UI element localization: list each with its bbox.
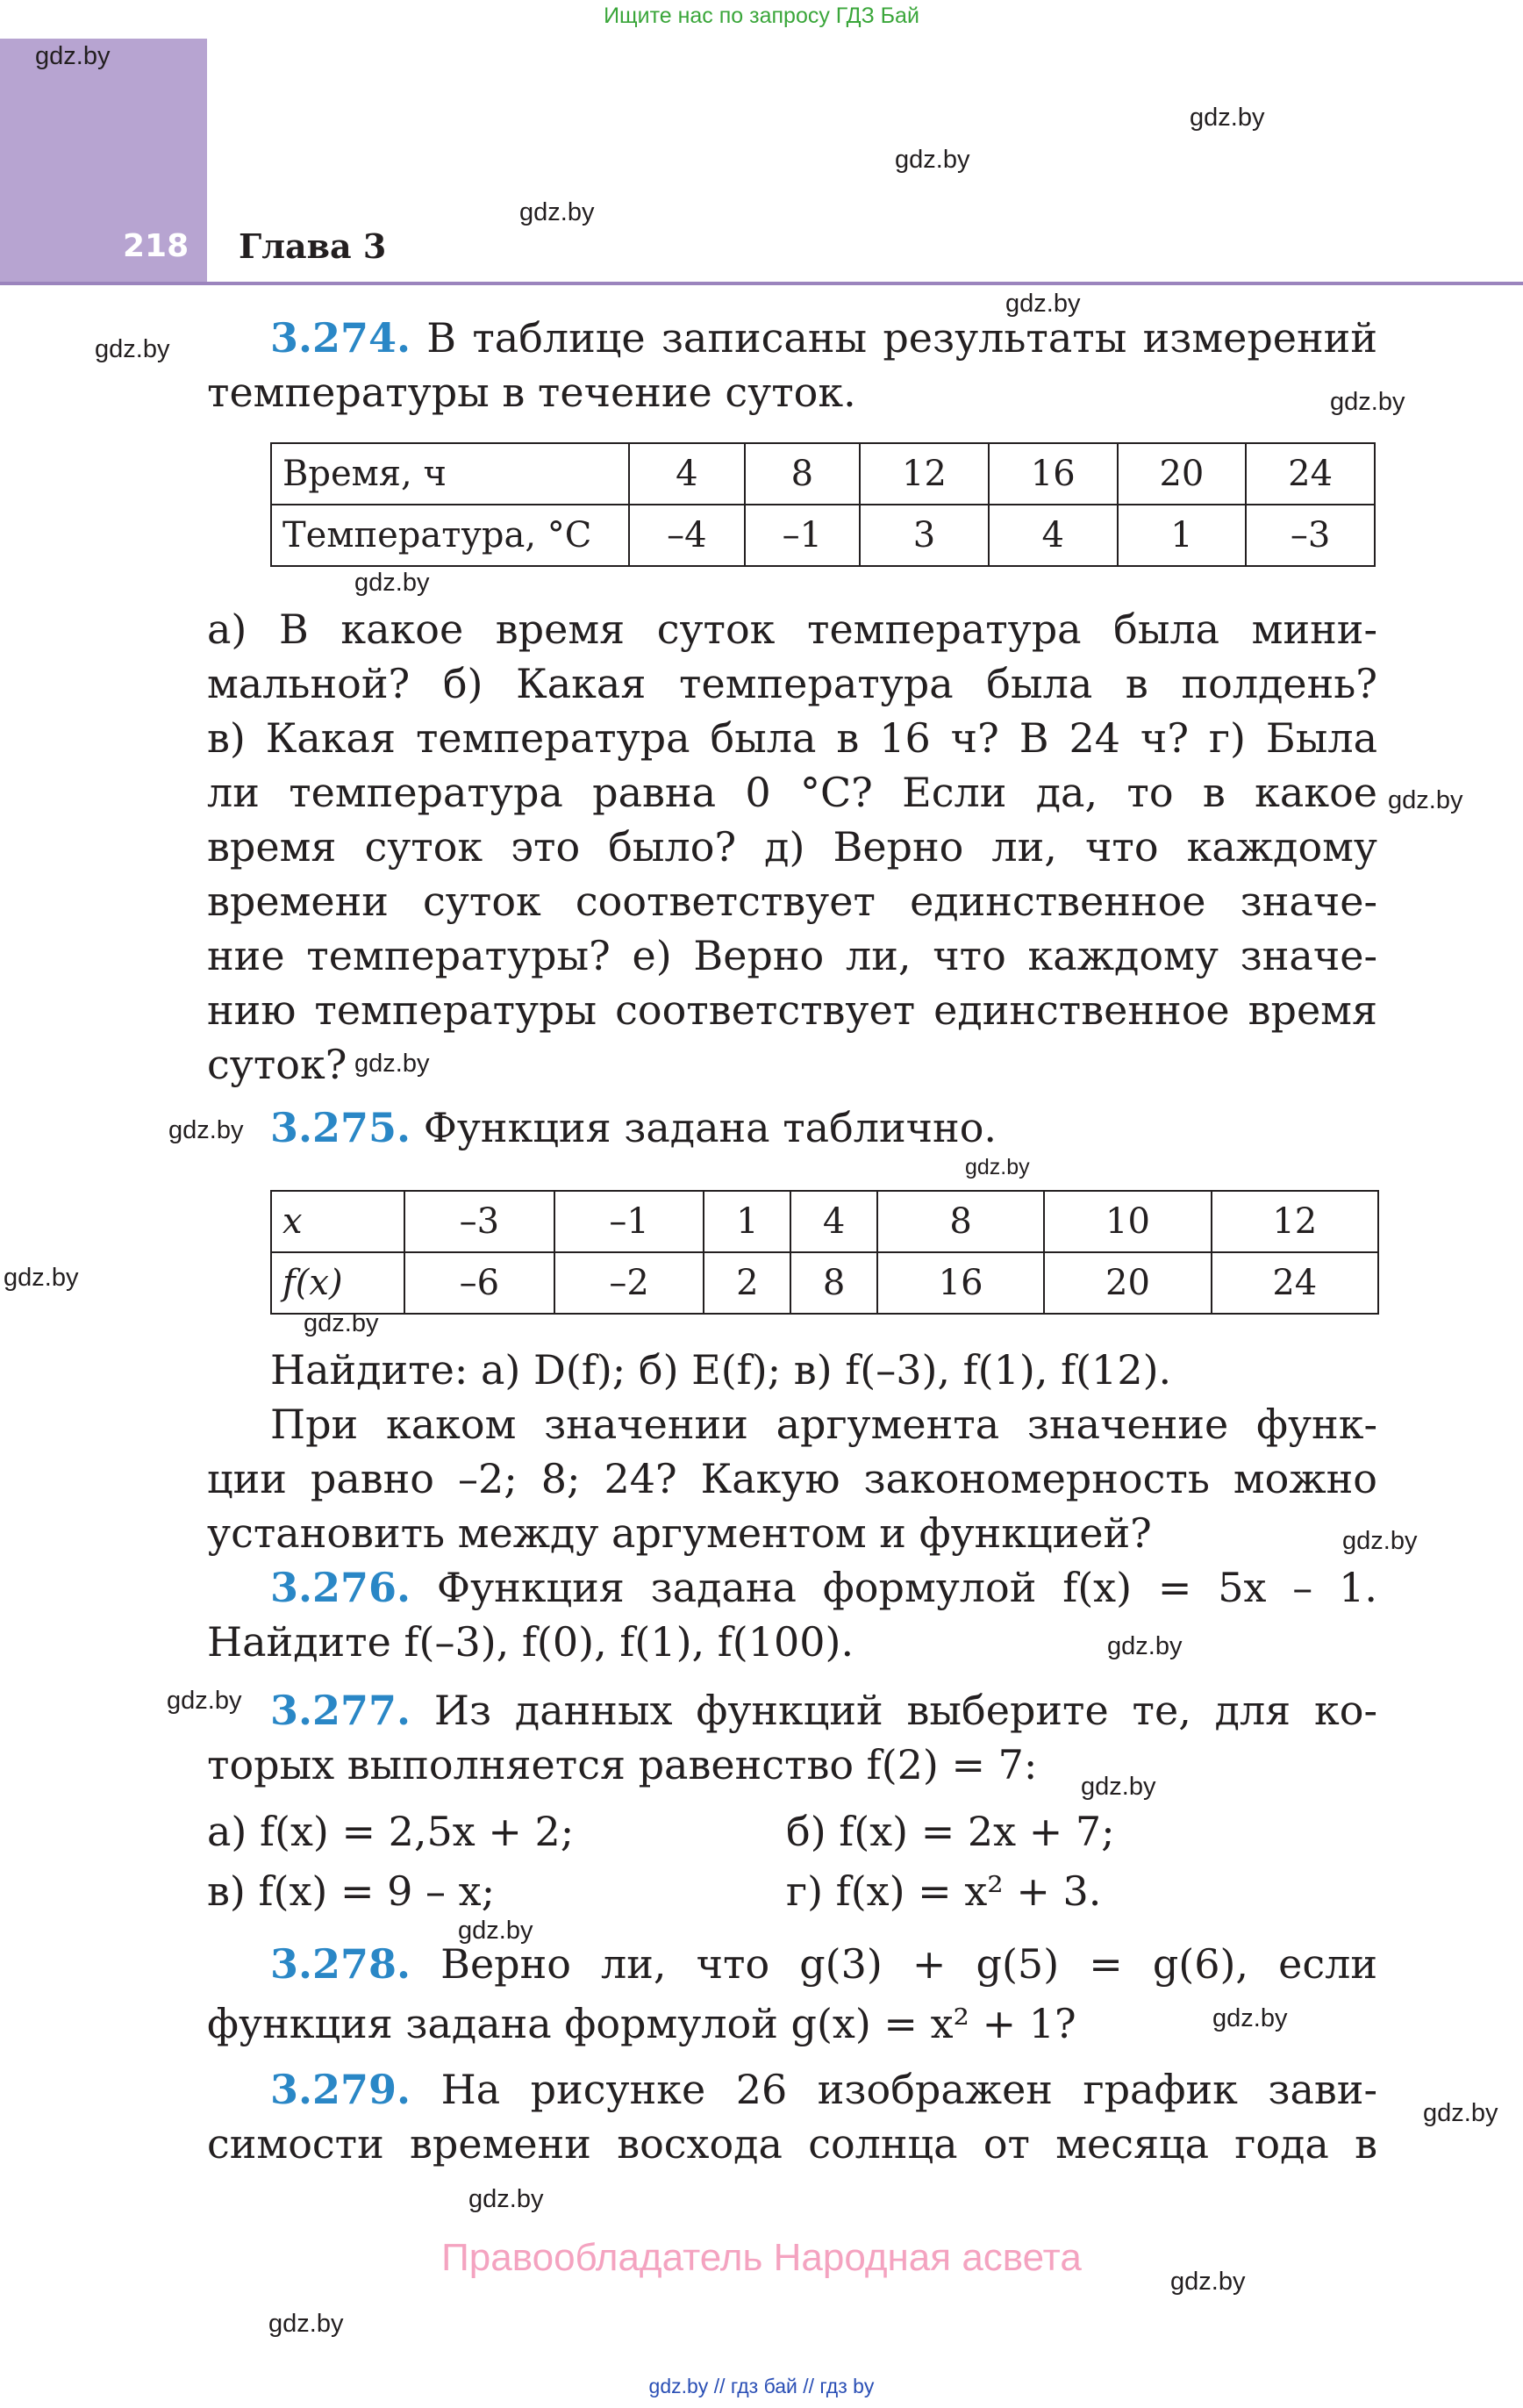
table-cell: –4 xyxy=(629,505,745,566)
table-cell: 4 xyxy=(629,443,745,505)
watermark: gdz.by xyxy=(458,1917,533,1945)
watermark: gdz.by xyxy=(35,42,111,70)
header-divider xyxy=(0,282,1523,285)
table-header-cell: f(x) xyxy=(271,1252,404,1314)
text-line: температуры в течение суток. xyxy=(207,369,856,416)
watermark: gdz.by xyxy=(1005,290,1081,318)
copyright-owner: Правообладатель Народная асвета xyxy=(441,2236,1082,2279)
text-line: Найдите f(–3), f(0), f(1), f(100). xyxy=(207,1618,854,1666)
table-header-cell: Время, ч xyxy=(271,443,629,505)
text-line: Из данных функций выберите те, для ко- xyxy=(433,1687,1377,1734)
problem-number: 3.278. xyxy=(270,1940,411,1988)
text-line: ли температура равна 0 °С? Если да, то в какое xyxy=(207,769,1377,816)
watermark: gdz.by xyxy=(95,335,170,363)
problem-3-276 xyxy=(207,1560,1377,1669)
problem-number: 3.274. xyxy=(270,314,411,362)
text-line: Найдите: а) D(f); б) E(f); в) f(–3), f(1), f(12). xyxy=(270,1346,1172,1394)
problem-number: 3.275. xyxy=(270,1104,411,1151)
table-cell: 20 xyxy=(1118,443,1247,505)
problem-number: 3.276. xyxy=(270,1564,411,1611)
function-table xyxy=(270,1190,1379,1315)
table-cell: 3 xyxy=(860,505,989,566)
watermark: gdz.by xyxy=(1170,2268,1246,2296)
temperature-table xyxy=(270,442,1376,567)
text-line: Верно ли, что g(3) + g(5) = g(6), если xyxy=(440,1940,1377,1988)
watermark: gdz.by xyxy=(268,2310,344,2338)
table-cell: –2 xyxy=(554,1252,704,1314)
table-cell: –3 xyxy=(404,1191,554,1252)
page-number: 218 xyxy=(123,228,189,264)
table-cell: 12 xyxy=(860,443,989,505)
text-line: ние температуры? е) Верно ли, что каждому значе- xyxy=(207,932,1377,979)
problem-3-277 xyxy=(207,1683,1377,1792)
text-line: суток? xyxy=(207,1041,347,1088)
watermark: gdz.by xyxy=(519,198,595,226)
table-cell: 1 xyxy=(1118,505,1247,566)
option-v: в) f(x) = 9 – x; xyxy=(207,1867,496,1915)
option-g: г) f(x) = x² + 3. xyxy=(786,1867,1102,1915)
table-cell: 16 xyxy=(989,443,1118,505)
table-row xyxy=(271,1191,1378,1252)
text-line: Функция задана таблично. xyxy=(423,1104,997,1151)
problem-3-274-intro xyxy=(207,311,1377,419)
problem-3-275-title xyxy=(207,1100,1377,1155)
watermark: gdz.by xyxy=(965,1155,1030,1179)
watermark: gdz.by xyxy=(304,1309,379,1337)
text-line: торых выполняется равенство f(2) = 7: xyxy=(207,1741,1038,1788)
top-banner: Ищите нас по запросу ГДЗ Бай xyxy=(604,4,919,28)
watermark: gdz.by xyxy=(1330,388,1405,416)
problem-number: 3.277. xyxy=(270,1687,411,1734)
watermark: gdz.by xyxy=(1190,104,1265,132)
table-cell: –1 xyxy=(745,505,861,566)
table-cell: –3 xyxy=(1246,505,1375,566)
chapter-title: Глава 3 xyxy=(239,226,387,266)
text-line: ции равно –2; 8; 24? Какую закономерность можно xyxy=(207,1455,1377,1502)
problem-3-274-questions xyxy=(207,602,1377,1092)
table-cell: 24 xyxy=(1212,1252,1378,1314)
table-header-cell: Температура, °С xyxy=(271,505,629,566)
table-cell: –6 xyxy=(404,1252,554,1314)
option-a: а) f(x) = 2,5x + 2; xyxy=(207,1808,575,1855)
text-line: а) В какое время суток температура была мини- xyxy=(207,606,1377,653)
table-cell: 8 xyxy=(745,443,861,505)
watermark: gdz.by xyxy=(1081,1773,1156,1801)
table-row xyxy=(271,505,1375,566)
text-line: времени суток соответствует единственное значе- xyxy=(207,878,1377,925)
table-row xyxy=(271,1252,1378,1314)
table-cell: 2 xyxy=(704,1252,790,1314)
text-line: симости времени восхода солнца от месяца года в xyxy=(207,2120,1377,2168)
text-line: время суток это было? д) Верно ли, что каждому xyxy=(207,823,1377,871)
text-line: Функция задана формулой f(x) = 5x – 1. xyxy=(436,1564,1377,1611)
table-cell: 12 xyxy=(1212,1191,1378,1252)
table-cell: 16 xyxy=(877,1252,1044,1314)
table-cell: 20 xyxy=(1044,1252,1211,1314)
problem-number: 3.279. xyxy=(270,2066,411,2113)
text-line: В таблице записаны результаты измерений xyxy=(426,314,1377,362)
watermark: gdz.by xyxy=(1388,786,1463,814)
watermark: gdz.by xyxy=(354,569,430,597)
option-b: б) f(x) = 2x + 7; xyxy=(786,1808,1115,1855)
watermark: gdz.by xyxy=(354,1050,430,1078)
table-cell: –1 xyxy=(554,1191,704,1252)
watermark: gdz.by xyxy=(468,2185,544,2213)
table-row xyxy=(271,443,1375,505)
table-cell: 24 xyxy=(1246,443,1375,505)
watermark: gdz.by xyxy=(4,1264,79,1292)
table-cell: 8 xyxy=(877,1191,1044,1252)
table-cell: 4 xyxy=(790,1191,877,1252)
footer-links: gdz.by // гдз бай // гдз by xyxy=(648,2375,875,2397)
text-line: функция задана формулой g(x) = x² + 1? xyxy=(207,2000,1076,2047)
table-header-cell: x xyxy=(271,1191,404,1252)
text-line: нию температуры соответствует единственное время xyxy=(207,986,1377,1034)
text-line: установить между аргументом и функцией? xyxy=(207,1509,1152,1557)
problem-3-275-questions xyxy=(207,1343,1377,1560)
table-cell: 10 xyxy=(1044,1191,1211,1252)
text-line: мальной? б) Какая температура была в полдень? xyxy=(207,660,1377,707)
text-line: На рисунке 26 изображен график зави- xyxy=(440,2066,1377,2113)
problem-3-278 xyxy=(207,1934,1377,2053)
watermark: gdz.by xyxy=(1212,2004,1288,2032)
watermark: gdz.by xyxy=(168,1116,244,1144)
text-line: При каком значении аргумента значение функ- xyxy=(270,1401,1377,1448)
watermark: gdz.by xyxy=(895,146,970,174)
text-line: в) Какая температура была в 16 ч? В 24 ч? г) Была xyxy=(207,714,1377,762)
watermark: gdz.by xyxy=(1107,1632,1183,1660)
table-cell: 1 xyxy=(704,1191,790,1252)
watermark: gdz.by xyxy=(1342,1527,1418,1555)
problem-3-279 xyxy=(207,2062,1377,2171)
table-cell: 4 xyxy=(989,505,1118,566)
watermark: gdz.by xyxy=(1423,2099,1498,2127)
watermark: gdz.by xyxy=(167,1687,242,1715)
table-cell: 8 xyxy=(790,1252,877,1314)
